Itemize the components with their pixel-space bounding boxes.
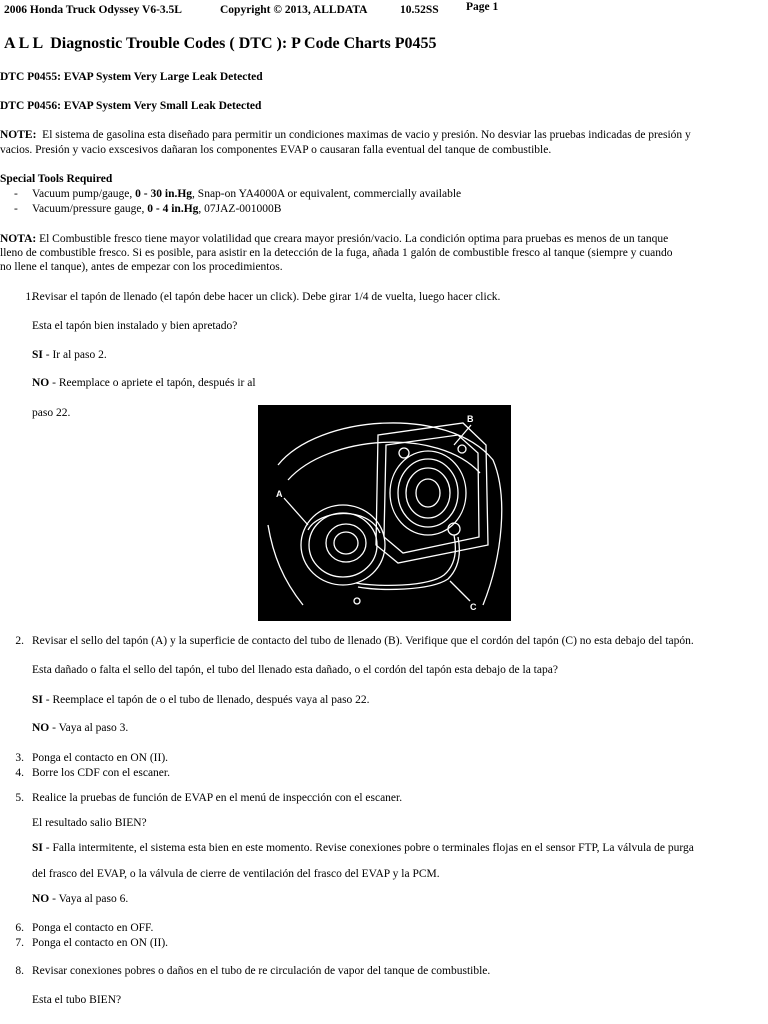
step-1-text: Revisar el tapón de llenado (el tapón debe hacer un click). Debe girar 1/4 de vuelta, luego hacer click. xyxy=(32,291,501,303)
nota-text-3: no llene el tanque), antes de empezar con los procedimientos. xyxy=(0,261,283,273)
tools-heading: Special Tools Required xyxy=(0,173,113,185)
note-text-2: vacios. Presión y vacio exscesivos dañaran los componentes EVAP o causaran falla eventual del tanque de combustible. xyxy=(0,144,552,156)
step-5-si: SI - Falla intermitente, el sistema esta bien en este momento. Revise conexiones pobre o terminales flojas en el sensor FTP, La válvula de purga xyxy=(32,842,694,854)
step-number: 6. xyxy=(15,922,24,934)
nota-text-1: El Combustible fresco tiene mayor volatilidad que creara mayor presión/vacio. La condición optima para pruebas es menos de un tanque xyxy=(39,233,669,245)
tools-item-dash: - xyxy=(14,188,18,200)
step-number: 2. xyxy=(15,635,24,647)
step-7-text: Ponga el contacto en ON (II). xyxy=(32,937,169,949)
step-1-no: NO - Reemplace o apriete el tapón, después ir al xyxy=(32,377,256,389)
label-c: C xyxy=(470,602,477,612)
step-2-question: Esta dañado o falta el sello del tapón, el tubo del llenado esta dañado, o el cordón del tapón esta debajo de la tapa? xyxy=(32,664,558,676)
step-2-text: Revisar el sello del tapón (A) y la superficie de contacto del tubo de llenado (B). Verifique que el cordón del tapón (C) no esta debajo del tapón. xyxy=(32,635,694,647)
step-number: 1. xyxy=(25,291,34,303)
step-5-si-cont: del frasco del EVAP, o la válvula de cierre de ventilación del frasco del EVAP y la PCM. xyxy=(32,868,440,880)
step-2-si: SI - Reemplace el tapón de o el tubo de llenado, después vaya al paso 22. xyxy=(32,694,370,706)
tools-item-text: Vacuum/pressure gauge, 0 - 4 in.Hg, 07JAZ-001000B xyxy=(32,203,282,215)
header-page: Page 1 xyxy=(466,1,499,13)
tools-item-range: 0 - 30 in.Hg xyxy=(135,188,193,200)
note-text-1: El sistema de gasolina esta diseñado para permitir un condiciones maximas de vacio y presión. No desviar las pruebas indicadas de presión y xyxy=(42,129,691,141)
dtc-heading-p0456: DTC P0456: EVAP System Very Small Leak Detected xyxy=(0,100,262,112)
label-a: A xyxy=(276,489,283,499)
note-label: NOTE: xyxy=(0,129,37,141)
note-line-1 xyxy=(0,129,691,141)
nota-text-2: lleno de combustible fresco. Si es posible, para asistir en la detección de la fuga, añada 1 galón de combustible fresco al tanque (siempre y cuando xyxy=(0,247,673,259)
dtc-heading-p0455: DTC P0455: EVAP System Very Large Leak Detected xyxy=(0,71,263,83)
step-number: 3. xyxy=(15,752,24,764)
tools-item-range: 0 - 4 in.Hg xyxy=(147,203,199,215)
step-1-no-cont: paso 22. xyxy=(32,407,71,419)
fuel-cap-diagram xyxy=(258,405,511,621)
step-1-si: SI - Ir al paso 2. xyxy=(32,349,107,361)
step-1-question: Esta el tapón bien instalado y bien apretado? xyxy=(32,320,238,332)
step-number: 5. xyxy=(15,792,24,804)
header-copyright: Copyright © 2013, ALLDATA xyxy=(220,4,368,16)
step-8-text: Revisar conexiones pobres o daños en el tubo de re circulación de vapor del tanque de combustible. xyxy=(32,965,491,977)
nota-line-1 xyxy=(0,233,668,245)
label-b: B xyxy=(467,414,474,424)
step-2-no: NO - Vaya al paso 3. xyxy=(32,722,129,734)
step-5-text: Realice la pruebas de función de EVAP en el menú de inspección con el escaner. xyxy=(32,792,403,804)
step-3-text: Ponga el contacto en ON (II). xyxy=(32,752,169,764)
step-number: 7. xyxy=(15,937,24,949)
step-6-text: Ponga el contacto en OFF. xyxy=(32,922,154,934)
step-number: 4. xyxy=(15,767,24,779)
step-4-text: Borre los CDF con el escaner. xyxy=(32,767,170,779)
tools-item-dash: - xyxy=(14,203,18,215)
header-version: 10.52SS xyxy=(400,4,439,16)
step-8-question: Esta el tubo BIEN? xyxy=(32,994,122,1006)
header-vehicle: 2006 Honda Truck Odyssey V6-3.5L xyxy=(4,4,182,16)
tools-item-text: Vacuum pump/gauge, 0 - 30 in.Hg, Snap-on YA4000A or equivalent, commercially available xyxy=(32,188,462,200)
step-5-question: El resultado salio BIEN? xyxy=(32,817,147,829)
page-title: A L L Diagnostic Trouble Codes ( DTC ): P Code Charts P0455 xyxy=(4,35,437,52)
nota-label: NOTA: xyxy=(0,233,37,245)
step-5-no: NO - Vaya al paso 6. xyxy=(32,893,129,905)
step-number: 8. xyxy=(15,965,24,977)
fuel-cap-illustration xyxy=(258,405,511,621)
